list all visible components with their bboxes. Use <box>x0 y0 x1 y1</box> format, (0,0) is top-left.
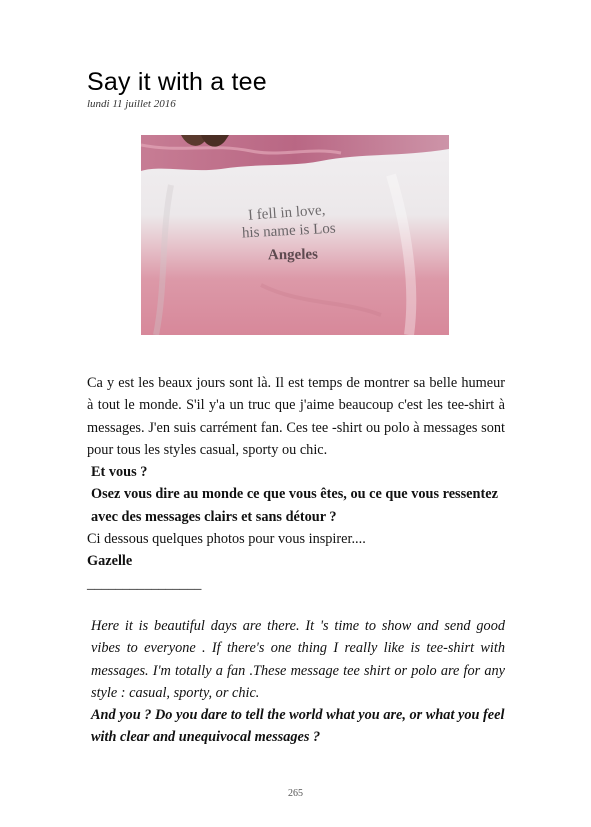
post-date: lundi 11 juillet 2016 <box>87 98 176 110</box>
english-paragraph: Here it is beautiful days are there. It 's time to show and send good vibes to everyone . If there's one thing I really like is tee-shirt with messages. I'm totally a fan .These message tee shirt or polo are for any style : casual, sporty, or chic. <box>91 617 505 701</box>
et-vous-line: Et vous ? <box>91 464 148 481</box>
osez-paragraph: Osez vous dire au monde ce que vous êtes, ou ce que vous ressentez avec des messages clairs et sans détour ? <box>91 486 498 525</box>
shirt-text-line-2: his name is Los <box>241 220 337 242</box>
page-number: 265 <box>288 788 303 799</box>
ci-dessous-line: Ci dessous quelques photos pour vous inspirer.... <box>87 531 366 548</box>
shirt-text-line-1: I fell in love, <box>247 202 326 224</box>
french-paragraph: Ca y est les beaux jours sont là. Il est temps de montrer sa belle humeur à tout le monde. S'il y'a un truc que j'aime beaucoup c'est les tee-shirt à messages. J'en suis carrément fan. Ces tee -shirt ou polo à messages sont pour tous les styles casual, sporty ou chic. <box>87 375 505 458</box>
post-title: Say it with a tee <box>87 68 267 96</box>
shirt-text-line-3: Angeles <box>267 246 319 264</box>
separator-line: ________________ <box>87 575 202 592</box>
signature: Gazelle <box>87 553 133 570</box>
post-body <box>87 372 505 749</box>
and-you-paragraph: And you ? Do you dare to tell the world what you are, or what you feel with clear and unequivocal messages ? <box>91 707 505 746</box>
tee-shirt-image <box>141 135 449 335</box>
tee-shirt-photo <box>141 135 449 335</box>
